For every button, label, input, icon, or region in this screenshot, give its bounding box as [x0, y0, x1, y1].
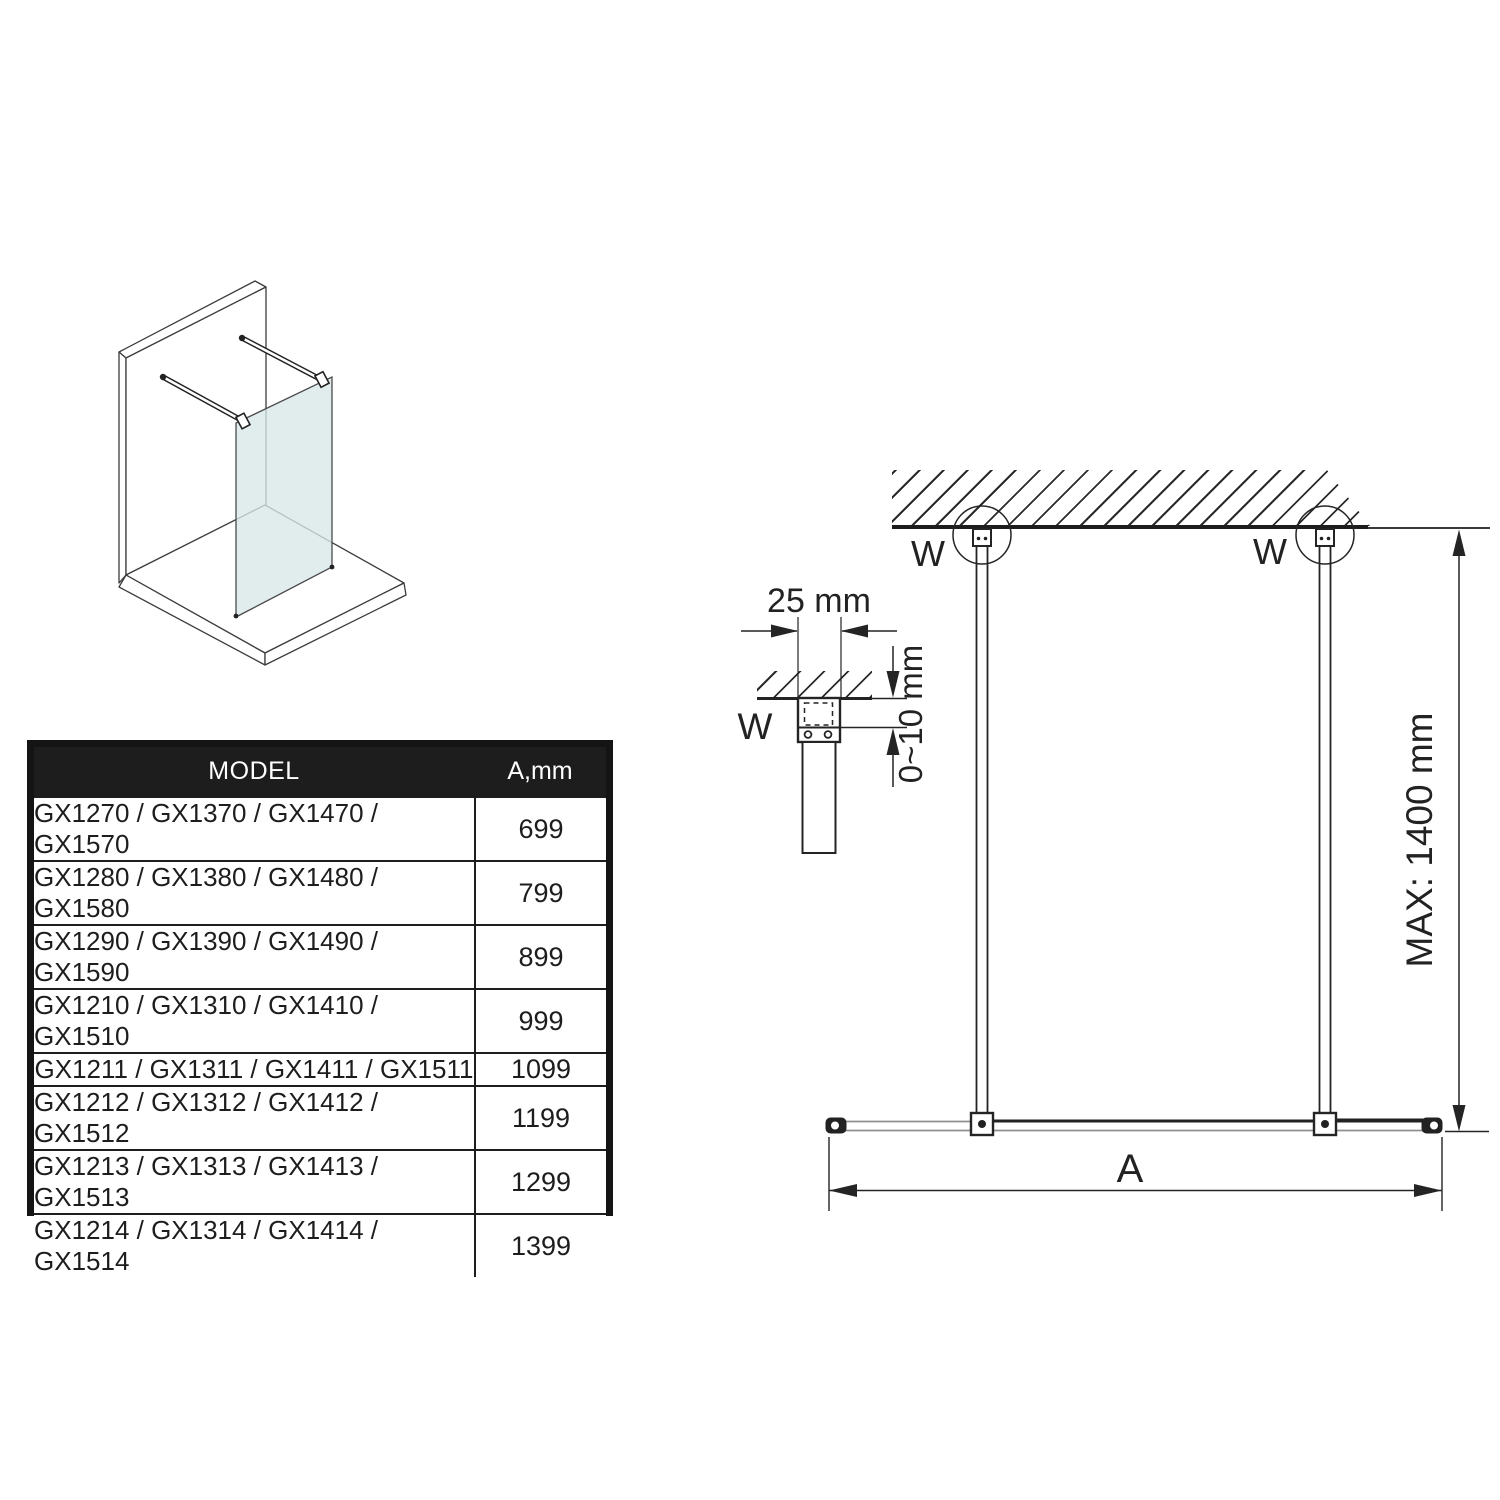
- arrowhead-up: [1453, 530, 1466, 557]
- a-value-cell: 999: [518, 1005, 564, 1036]
- model-cell: GX1280 / GX1380 / GX1480 / GX1580: [34, 862, 476, 924]
- installation-drawing: [720, 440, 1500, 1220]
- table-row: [34, 1149, 606, 1213]
- a-value-cell: 1199: [511, 1102, 571, 1133]
- a-value-cell: 1399: [510, 1230, 572, 1261]
- a-value-cell: 1299: [510, 1166, 572, 1197]
- model-cell: GX1290 / GX1390 / GX1490 / GX1590: [34, 926, 476, 988]
- table-row: [34, 796, 606, 860]
- dim-label-max: MAX: 1400 mm: [1399, 712, 1440, 968]
- table-row: [34, 988, 606, 1052]
- support-bar-left: [911, 506, 1011, 1113]
- bracket-detail: [738, 582, 929, 853]
- bar-section: [803, 742, 836, 853]
- screw: [805, 731, 812, 738]
- arrowhead-right: [1414, 1184, 1442, 1197]
- table-row: [34, 924, 606, 988]
- bracket-dot: [984, 537, 988, 541]
- wall-marker-detail: W: [737, 706, 773, 747]
- width-dimension: [829, 1137, 1442, 1211]
- wall-marker-left: W: [911, 533, 945, 574]
- glass-corner-dot: [330, 565, 335, 570]
- ceiling-bracket: [973, 529, 991, 546]
- model-cell: GX1214 / GX1314 / GX1414 / GX1514: [34, 1215, 476, 1277]
- model-table: [27, 740, 613, 1276]
- bracket-dot: [1320, 537, 1324, 541]
- ceiling-bracket: [1316, 529, 1334, 546]
- isometric-view: [100, 265, 430, 675]
- a-value-cell: 799: [518, 877, 564, 908]
- screw: [825, 731, 832, 738]
- glass-corner-dot: [234, 614, 239, 619]
- model-cell: GX1212 / GX1312 / GX1412 / GX1512: [34, 1087, 476, 1149]
- a-value-cell: 1099: [510, 1054, 572, 1084]
- dim-label-adjustment: 0~10 mm: [892, 644, 929, 784]
- table-row: [34, 1213, 606, 1277]
- model-cell: GX1210 / GX1310 / GX1410 / GX1510: [34, 990, 476, 1052]
- model-cell: GX1211 / GX1311 / GX1411 / GX1511: [34, 1054, 476, 1085]
- arrowhead-left: [829, 1184, 857, 1197]
- model-cell: GX1213 / GX1313 / GX1413 / GX1513: [34, 1151, 476, 1213]
- header-model: MODEL: [208, 757, 300, 785]
- a-value-cell: 899: [518, 941, 564, 972]
- bracket-dot: [1327, 537, 1331, 541]
- support-bar-right: [1253, 506, 1354, 1113]
- model-cell: GX1270 / GX1370 / GX1470 / GX1570: [34, 798, 476, 860]
- dim-label-25mm: 25 mm: [767, 582, 871, 620]
- connector-dot: [978, 1120, 986, 1128]
- table-header: [34, 747, 606, 796]
- table-row: [34, 1052, 606, 1085]
- glass-edge: [826, 1113, 1490, 1135]
- end-cap-hole: [831, 1122, 839, 1130]
- a-value-cell: 699: [518, 813, 564, 844]
- max-length-dimension: [1399, 530, 1466, 1132]
- wall-anchor-dot: [160, 374, 166, 380]
- header-a-mm: A,mm: [507, 757, 573, 785]
- bracket-dot: [977, 537, 981, 541]
- connector-dot: [1321, 1120, 1329, 1128]
- table-row: [34, 1085, 606, 1149]
- dim-label-a: A: [1116, 1147, 1144, 1191]
- arrowhead-left: [841, 625, 868, 638]
- end-cap-hole: [1430, 1122, 1438, 1130]
- arrowhead-down: [1453, 1105, 1466, 1132]
- wall-marker-right: W: [1253, 531, 1287, 572]
- arrowhead-right: [771, 625, 798, 638]
- table-row: [34, 860, 606, 924]
- wall-anchor-dot: [239, 335, 245, 341]
